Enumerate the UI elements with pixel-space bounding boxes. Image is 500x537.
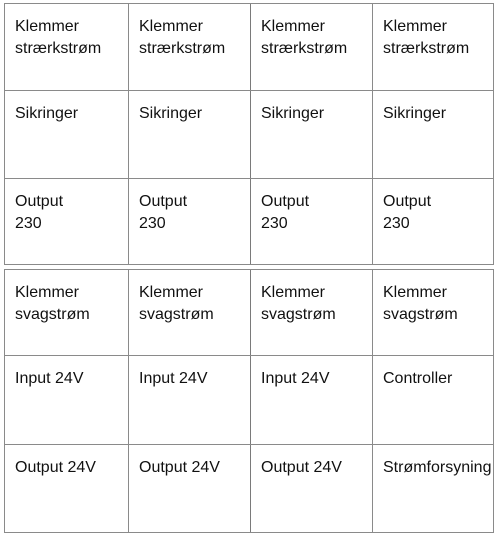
grid-cell: Strømforsyning <box>372 445 493 532</box>
grid-row-output-230 <box>5 178 493 264</box>
grid-cell: Sikringer <box>372 91 493 178</box>
grid-cell: Output 24V <box>15 459 96 476</box>
grid-cell: Klemmer svagstrøm <box>128 270 250 355</box>
grid-cell: Controller <box>372 356 493 444</box>
grid-cell: Input 24V <box>128 356 250 444</box>
grid-row-input-24v <box>5 355 493 444</box>
grid-row-terminals-heavy <box>5 4 493 90</box>
grid-cell: Sikringer <box>128 91 250 178</box>
grid-cell: Input 24V <box>15 370 84 387</box>
bottom-terminal-grid <box>4 269 494 533</box>
grid-cell: Sikringer <box>15 105 79 122</box>
grid-cell: Klemmer strærkstrøm <box>250 4 372 90</box>
grid-cell: Output 24V <box>128 445 250 532</box>
grid-cell: Sikringer <box>250 91 372 178</box>
grid-cell: Klemmer strærkstrøm <box>372 4 493 90</box>
grid-cell: Output 230 <box>15 193 64 232</box>
grid-row-terminals-low <box>5 270 493 355</box>
grid-cell: Klemmer svagstrøm <box>250 270 372 355</box>
grid-cell: Klemmer svagstrøm <box>372 270 493 355</box>
grid-row-fuses <box>5 90 493 178</box>
grid-cell: Output 230 <box>128 179 250 264</box>
grid-cell: Klemmer strærkstrøm <box>15 18 102 57</box>
grid-cell: Output 24V <box>250 445 372 532</box>
grid-cell: Klemmer svagstrøm <box>15 284 90 323</box>
grid-cell: Input 24V <box>250 356 372 444</box>
grid-cell: Output 230 <box>372 179 493 264</box>
grid-cell: Klemmer strærkstrøm <box>128 4 250 90</box>
grid-row-output-24v <box>5 444 493 532</box>
grid-cell: Output 230 <box>250 179 372 264</box>
top-terminal-grid <box>4 3 494 265</box>
